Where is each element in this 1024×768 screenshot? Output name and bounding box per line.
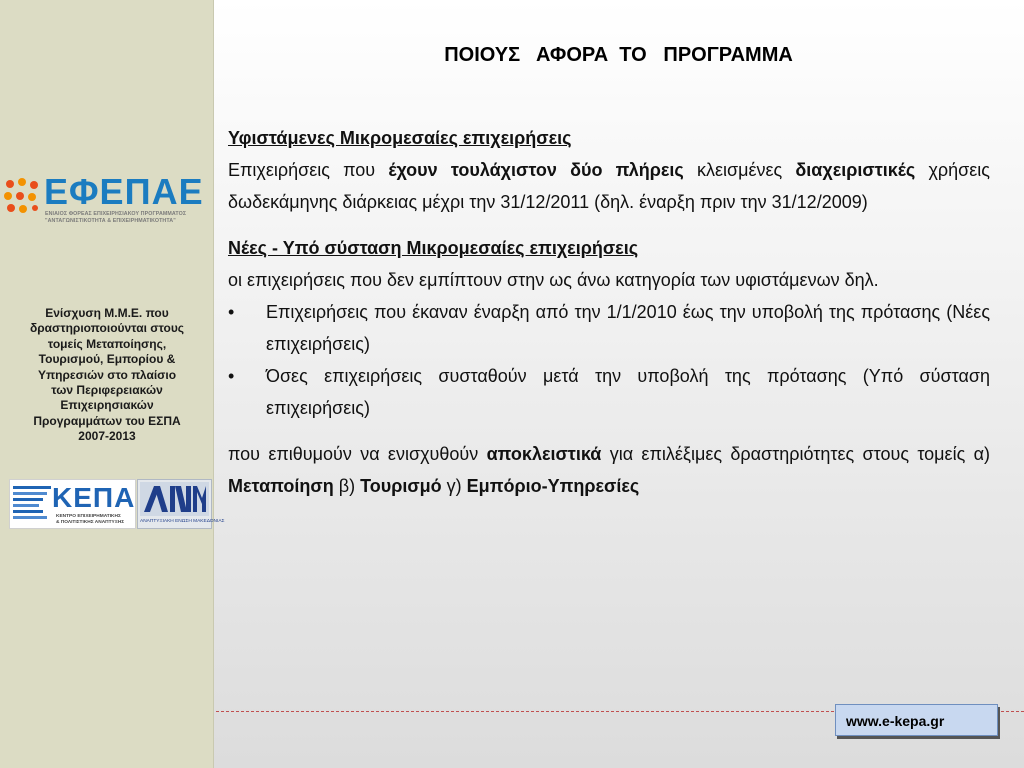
anem-caption: ΑΝΑΠΤΥΞΙΑΚΗ ΕΝΩΣΗ ΜΑΚΕΔΟΝΙΑΣ: [140, 519, 225, 524]
closing-bold-4: Εμπόριο-Υπηρεσίες: [466, 476, 640, 496]
kepa-subtitle-1: ΚΕΝΤΡΟ ΕΠΙΧΕΙΡΗΜΑΤΙΚΗΣ: [56, 514, 121, 519]
new-section: [228, 232, 990, 296]
existing-bold-2: διαχειριστικές: [795, 160, 916, 180]
list-item: [228, 360, 990, 424]
existing-text-3: χρήσεις δωδεκάμηνης διάρκειας μέχρι την 31/12/2011 (δηλ. έναρξη πριν την 31/12/2009): [228, 160, 990, 212]
bullet-text-1: Επιχειρήσεις που έκαναν έναρξη από την 1/1/2010 έως την υποβολή της πρότασης (Νέες επιχειρήσεις): [266, 302, 990, 354]
existing-text-2: κλεισμένες: [683, 160, 796, 180]
bullet-text-2: Όσες επιχειρήσεις συσταθούν μετά την υποβολή της πρότασης (Υπό σύσταση επιχειρήσεις): [266, 366, 990, 418]
closing-bold-2: Μεταποίηση: [228, 476, 334, 496]
efepae-logo: [2, 172, 210, 230]
bullet-icon: •: [228, 366, 235, 386]
existing-section: [228, 122, 990, 218]
page-title: ΠΟΙΟΥΣ ΑΦΟΡΑ ΤΟ ΠΡΟΓΡΑΜΜΑ: [444, 44, 793, 66]
efepae-dots-icon: [2, 176, 42, 216]
sidebar: [0, 0, 225, 768]
program-description: Ενίσχυση Μ.Μ.Ε. που δραστηριοποιούνται στους τομείς Μεταποίησης, Τουρισμού, Εμπορίου & Υπηρεσιών στο πλαίσιο των Περιφερειακών Επιχειρησιακών Προγραμμάτων του ΕΣΠΑ 2007-2013: [29, 306, 185, 444]
new-intro: οι επιχειρήσεις που δεν εμπίπτουν στην ως άνω κατηγορία των υφιστάμενων δηλ.: [228, 270, 879, 290]
main-content: [228, 122, 990, 502]
closing-text-4: γ): [441, 476, 467, 496]
bullet-icon: •: [228, 302, 235, 322]
efepae-subtitle-1: ΕΝΙΑΙΟΣ ΦΟΡΕΑΣ ΕΠΙΧΕΙΡΗΣΙΑΚΟΥ ΠΡΟΓΡΑΜΜΑΤΟΣ: [45, 211, 187, 217]
existing-heading: Υφιστάμενες Μικρομεσαίες επιχειρήσεις: [228, 128, 572, 148]
kepa-name: ΚΕΠΑ: [52, 482, 136, 513]
anem-mark-icon: [140, 482, 209, 516]
existing-bold-1: έχουν τουλάχιστον δύο πλήρεις: [388, 160, 684, 180]
kepa-logo: [9, 479, 136, 529]
closing-text-1: που επιθυμούν να ενισχυθούν: [228, 444, 487, 464]
list-item: [228, 296, 990, 360]
anem-logo: [137, 479, 225, 529]
closing-bold-1: αποκλειστικά: [486, 444, 602, 464]
closing-text-2: για επιλέξιμες δραστηριότητες στους τομείς α): [601, 444, 990, 464]
kepa-stripes-icon: [13, 484, 51, 522]
new-heading: Νέες - Υπό σύσταση Μικρομεσαίες επιχειρήσεις: [228, 238, 639, 258]
existing-text-1: Επιχειρήσεις που: [228, 160, 389, 180]
new-bullet-list: [228, 296, 990, 424]
efepae-name: ΕΦΕΠΑΕ: [44, 171, 204, 212]
efepae-subtitle-2: "ΑΝΤΑΓΩΝΙΣΤΙΚΟΤΗΤΑ & ΕΠΙΧΕΙΡΗΜΑΤΙΚΟΤΗΤΑ": [45, 218, 176, 224]
website-link[interactable]: www.e-kepa.gr: [835, 704, 998, 736]
closing-bold-3: Τουρισμό: [360, 476, 442, 496]
closing-text-3: β): [333, 476, 361, 496]
closing-paragraph: [228, 438, 990, 502]
kepa-subtitle-2: & ΠΟΛΙΤΙΣΤΙΚΗΣ ΑΝΑΠΤΥΞΗΣ: [56, 520, 125, 525]
